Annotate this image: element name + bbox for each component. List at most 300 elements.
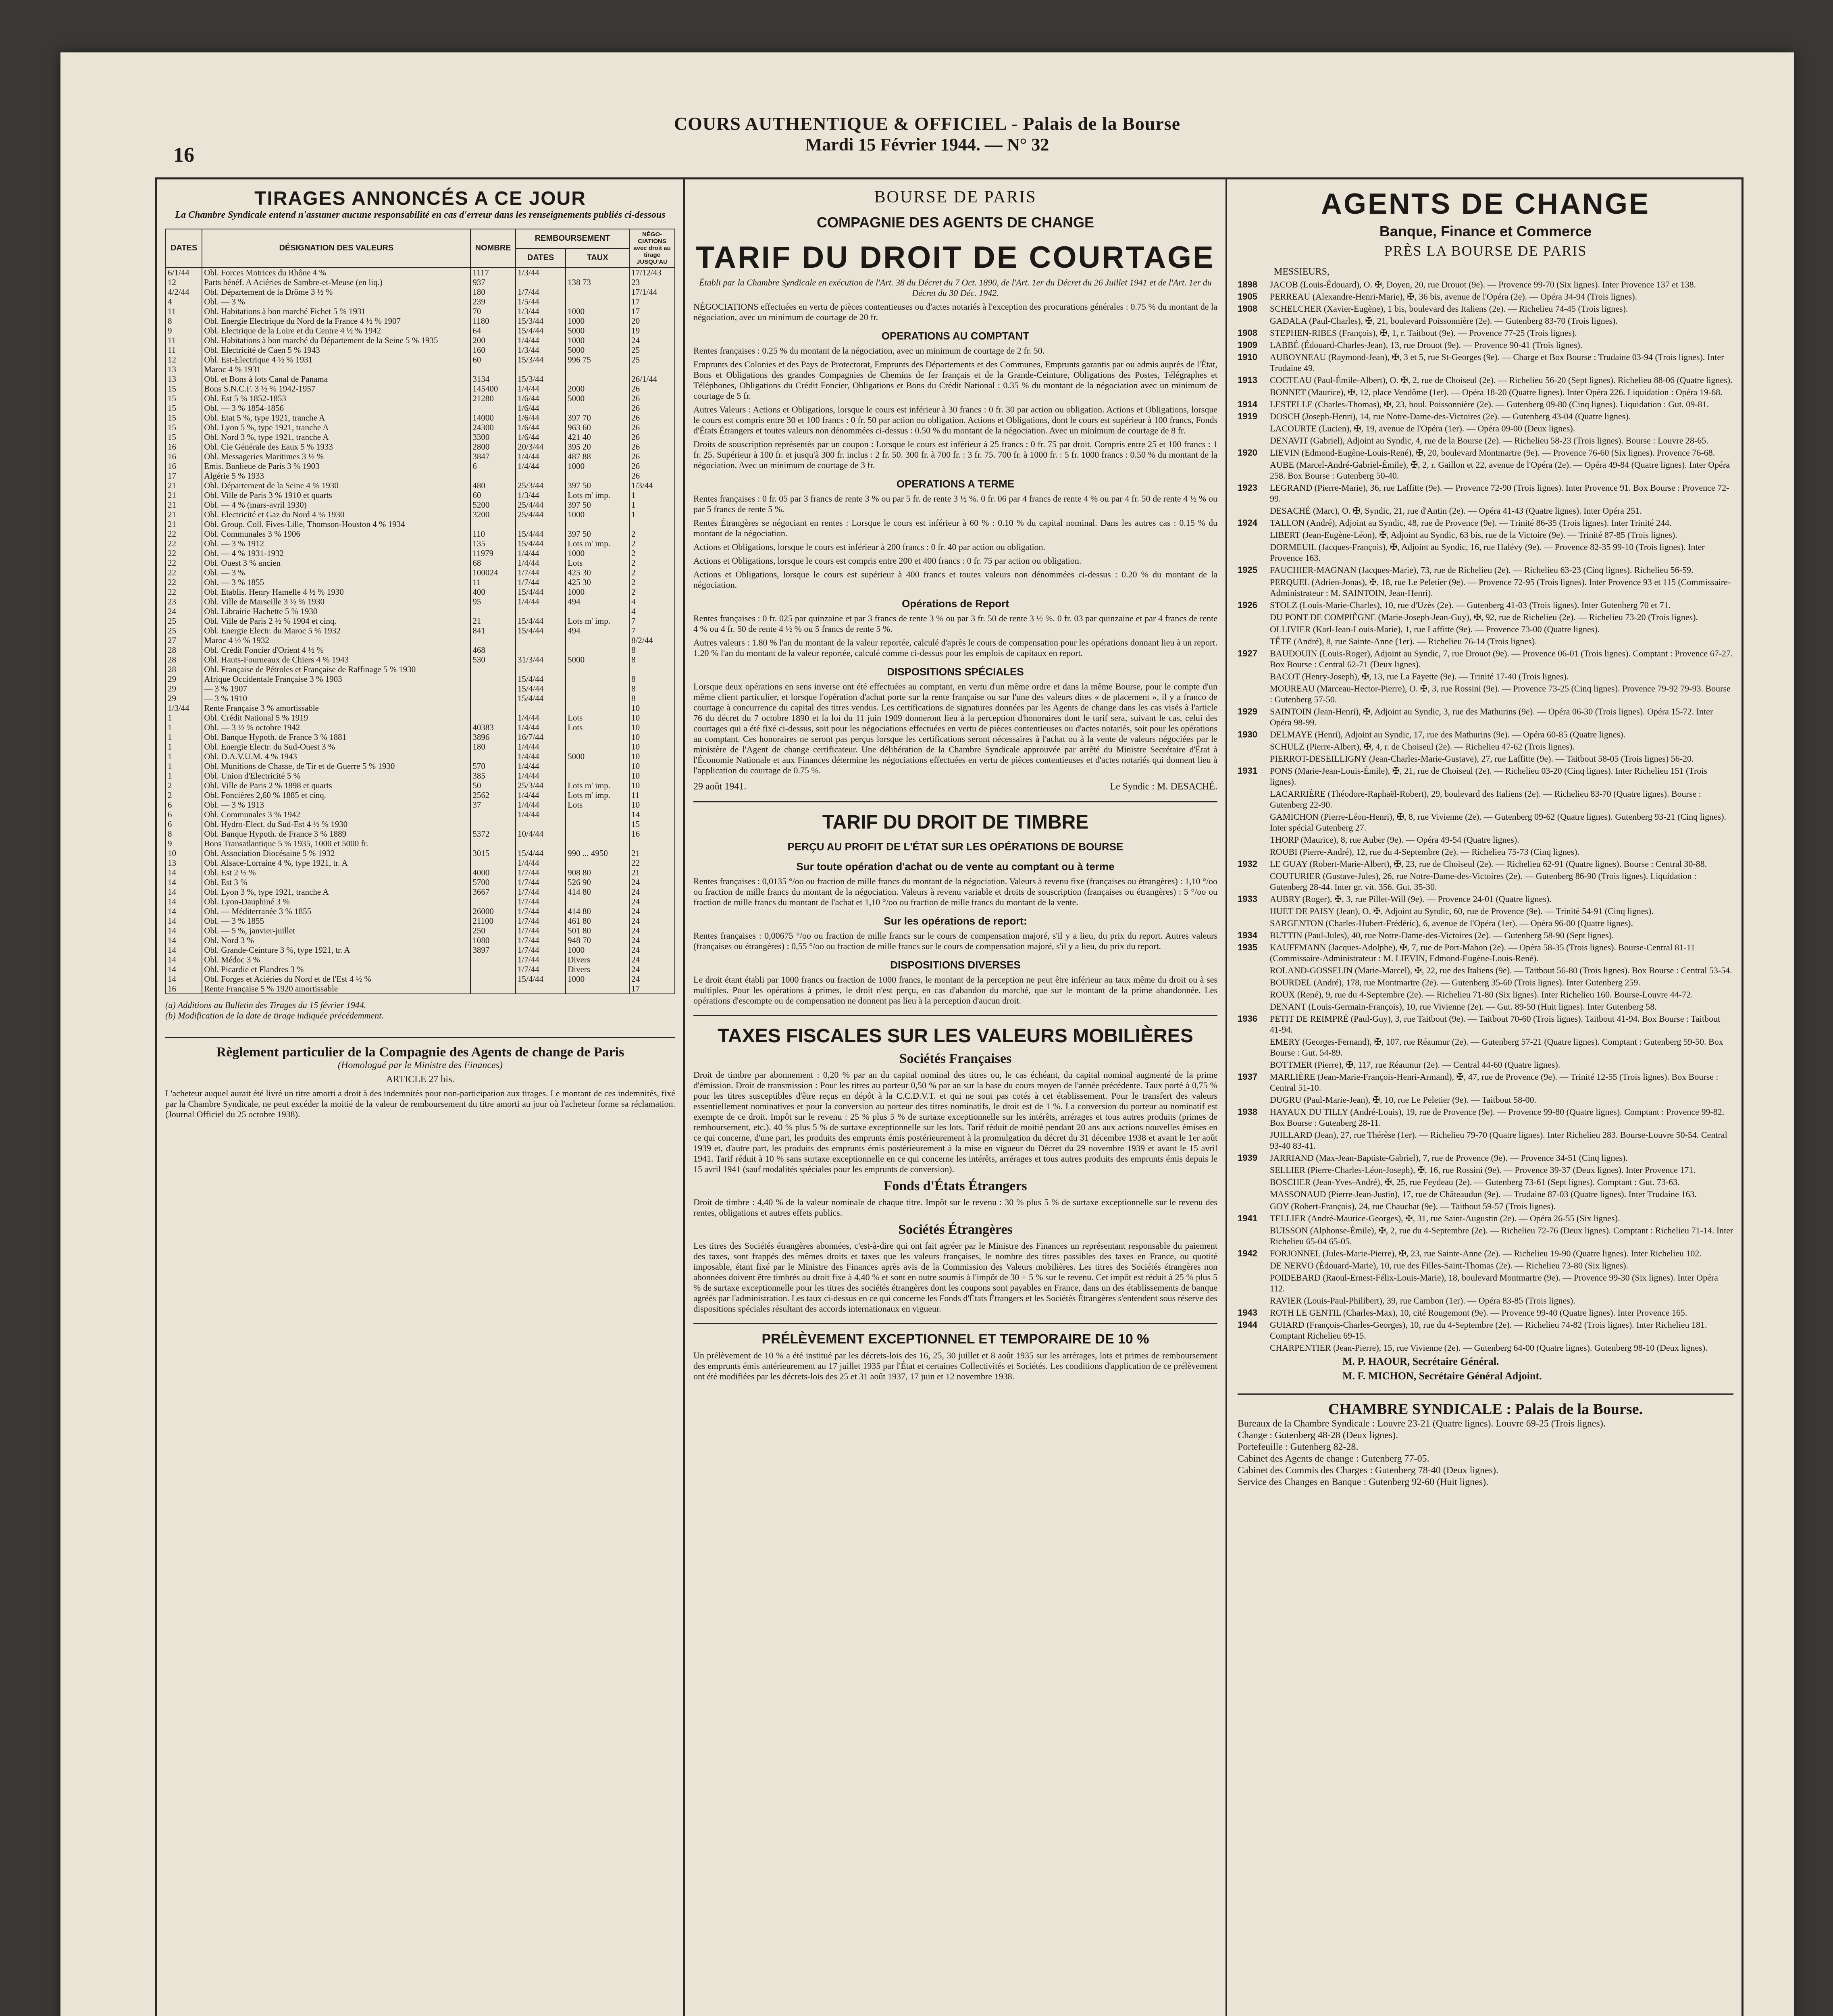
cell-rb-taux: 1000 bbox=[566, 587, 629, 597]
table-row bbox=[166, 858, 675, 868]
cell-nombre: 160 bbox=[470, 345, 516, 355]
courtage-established: Établi par la Chambre Syndicale en exécution de l'Art. 38 du Décret du 7 Oct. 1890, de l'Art. 1er du Décret du 26 Juillet 1941 et de l'Art. 1er du Décret du 30 Déc. 1942. bbox=[699, 277, 1212, 298]
cell-designation: Obl. — 4 % (mars-avril 1930) bbox=[202, 500, 470, 510]
cell-nombre bbox=[470, 519, 516, 529]
cell-negociation: 10 bbox=[629, 703, 675, 713]
cell-date: 25 bbox=[166, 626, 202, 635]
agent-entry: PONS (Marie-Jean-Louis-Émile), ✠, 21, rue de Choiseul (2e). — Richelieu 03-20 (Cinq lignes). Inter Richelieu 151 (Trois lignes). bbox=[1270, 766, 1708, 787]
cell-rb-date: 1/6/44 bbox=[516, 394, 566, 403]
note-a: (a) Additions au Bulletin des Tirages du 15 février 1944. bbox=[165, 1000, 366, 1010]
agent-entry: HAYAUX DU TILLY (André-Louis), 19, rue de Provence (9e). — Provence 99-80 (Quatre lignes). Comptant : Provence 99-82. Box Bourse : Gutenberg 28-11. bbox=[1270, 1107, 1725, 1128]
column-tarifs bbox=[693, 187, 1217, 2016]
taxes-etat-text: Droit de timbre : 4,40 % de la valeur nominale de chaque titre. Impôt sur le revenu : 30 % plus 5 % de surtaxe exceptionnelle sur le revenu des rentes, obligations et autres effets publics. bbox=[693, 1197, 1217, 1218]
cell-rb-taux bbox=[566, 471, 629, 481]
cell-rb-date: 1/4/44 bbox=[516, 713, 566, 723]
cell-date: 1 bbox=[166, 723, 202, 732]
agent-entry: TELLIER (André-Maurice-Georges), ✠, 31, rue Saint-Augustin (2e). — Opéra 26-55 (Six lignes). bbox=[1270, 1213, 1620, 1223]
agent-year bbox=[1238, 906, 1270, 916]
cell-rb-taux: 5000 bbox=[566, 394, 629, 403]
cell-negociation: 1 bbox=[629, 500, 675, 510]
cell-rb-date: 1/3/44 bbox=[516, 345, 566, 355]
cell-nombre: 250 bbox=[470, 926, 516, 935]
list-item bbox=[1238, 423, 1733, 434]
cell-rb-taux bbox=[566, 684, 629, 694]
cell-negociation: 26 bbox=[629, 423, 675, 432]
cell-nombre: 11979 bbox=[470, 548, 516, 558]
list-item bbox=[1238, 541, 1733, 563]
cell-nombre bbox=[470, 364, 516, 374]
cell-rb-date: 15/4/44 bbox=[516, 626, 566, 635]
cell-rb-taux: 461 80 bbox=[566, 916, 629, 926]
cell-rb-taux: Lots m' imp. bbox=[566, 790, 629, 800]
prelevement-text: Un prélèvement de 10 % a été institué par les décrets-lois des 16, 25, 30 juillet et 8 août 1935 sur les arrérages, lots et primes de remboursement des emprunts émis antérieurement au 17 juillet 1935 par l'État et certaines Collectivités et Sociétés. Les conditions d'application de ce prélèvement ont été modifiées par les décrets-lois des 25 et 31 août 1937, 17 juin et 12 novembre 1938. bbox=[693, 1350, 1217, 1381]
section-rule bbox=[693, 801, 1217, 802]
comptant-para: Autres Valeurs : Actions et Obligations, lorsque le cours est inférieur à 30 francs : 0 fr. 30 par action ou obligation. Actions et Obligations, lorsque le cours est compris entre 30 et 100 francs : 0 fr. 50 par action ou obligation. Actions et Obligations, dont le cours est supérieur à 100 francs, Fonds d'États Étrangers et toutes valeurs non dénommées ci-dessus : 0.50 % du montant de la négociation. Avec un minimum de courtage de 8 fr. bbox=[693, 404, 1217, 435]
cell-negociation: 26 bbox=[629, 384, 675, 394]
cell-nombre: 180 bbox=[470, 287, 516, 297]
signature-date: 29 août 1941. bbox=[693, 781, 747, 792]
cell-rb-taux: Lots m' imp. bbox=[566, 781, 629, 790]
newspaper-page bbox=[60, 52, 1794, 2016]
cell-rb-date: 1/4/44 bbox=[516, 752, 566, 761]
cell-negociation: 26 bbox=[629, 461, 675, 471]
list-item bbox=[1238, 811, 1733, 833]
agent-year: 1929 bbox=[1238, 706, 1257, 716]
table-row bbox=[166, 539, 675, 548]
courtage-title: TARIF DU DROIT DE COURTAGE bbox=[696, 240, 1215, 275]
cell-rb-date: 1/5/44 bbox=[516, 297, 566, 306]
agent-year bbox=[1238, 387, 1270, 398]
agent-year bbox=[1238, 788, 1270, 810]
cell-date: 15 bbox=[166, 413, 202, 423]
cell-nombre: 3847 bbox=[470, 452, 516, 461]
cell-nombre: 145400 bbox=[470, 384, 516, 394]
list-item bbox=[1238, 327, 1733, 338]
agent-entry: JARRIAND (Max-Jean-Baptiste-Gabriel), 7, rue de Provence (9e). — Provence 34-51 (Cinq lignes). bbox=[1270, 1153, 1628, 1163]
cell-date: 22 bbox=[166, 529, 202, 539]
cell-negociation: 26 bbox=[629, 452, 675, 461]
cell-rb-taux: 963 60 bbox=[566, 423, 629, 432]
prelevement-title: PRÉLÈVEMENT EXCEPTIONNEL ET TEMPORAIRE DE 10 % bbox=[761, 1331, 1149, 1347]
table-row bbox=[166, 345, 675, 355]
cell-rb-taux: Lots bbox=[566, 800, 629, 810]
cell-designation: Obl. Ville de Marseille 3 ½ % 1930 bbox=[202, 597, 470, 606]
cell-designation: Obl. Communales 3 % 1942 bbox=[202, 810, 470, 819]
cell-date: 13 bbox=[166, 374, 202, 384]
cell-date: 13 bbox=[166, 364, 202, 374]
speciales-text: Lorsque deux opérations en sens inverse ont été effectuées au comptant, en vertu d'un même ordre et dans la même Bourse, pour le compte d'un même client particulier, et lorsque l'opération d'achat porte sur la rente française ou sur l'une des valeurs dites « de placement », il y a franco de courtage à concurrence du capital des titres vendus. Les certifications de signatures données par les Agents de change dans les cas visés à l'article 76 du décret du 7 octobre 1890 et la loi du 11 juin 1909 donneront lieu à la perception d'honoraires dont le tarif sera, suivant le cas, celui des courtages qui a été fixé ci-dessus, soit pour les négociations effectuées en vertu de pièces contentieuses ou d'actes notariés, soit pour les opérations au comptant. Ces honoraires ne seront pas perçus lorsque les certifications seront nécessaires à l'achat ou à la vente de valeurs négociées par le ministère de l'Agent de change certificateur. Une délibération de la Chambre Syndicale approuvée par arrêté du Ministre Secrétaire d'État à l'Économie Nationale et aux Finances détermine les négociations effectuées en vertu de pièces contentieuses et d'actes notariés qui donnent lieu à l'application du courtage de 0.75 %. bbox=[693, 681, 1217, 775]
cell-nombre: 40383 bbox=[470, 723, 516, 732]
agent-year: 1920 bbox=[1238, 448, 1257, 458]
cell-rb-date: 15/4/44 bbox=[516, 684, 566, 694]
cell-rb-taux bbox=[566, 810, 629, 819]
comptant-para: Droits de souscription représentés par un coupon : Lorsque le cours est inférieur à 25 francs : 0 fr. 75 par droit. Compris entre 25 et 100 francs : 1 fr. 25. Supérieur à 100 fr. et jusqu'à 300 fr. inclus : 2 fr. 50. 300 fr. à 700 fr. : 3 fr. 75. 700 fr. à 1000 fr. : 5 fr. 1000 francs : 0.50 % du montant de la négociation. Avec un minimum de courtage de 3 fr. bbox=[693, 439, 1217, 470]
list-item bbox=[1238, 1225, 1733, 1247]
table-row bbox=[166, 964, 675, 974]
tirages-notes bbox=[165, 1000, 675, 1021]
cell-designation: Obl. Ville de Paris 2 % 1898 et quarts bbox=[202, 781, 470, 790]
cell-designation: Obl. Energie Electr. du Maroc 5 % 1932 bbox=[202, 626, 470, 635]
cell-date: 22 bbox=[166, 558, 202, 568]
cell-rb-taux bbox=[566, 674, 629, 684]
column-tirages bbox=[165, 187, 675, 2016]
cell-date: 14 bbox=[166, 935, 202, 945]
tirages-rows bbox=[166, 267, 675, 994]
agent-entry: PETIT DE REIMPRÉ (Paul-Guy), 3, rue Taitbout (9e). — Taitbout 70-60 (Trois lignes). Taitbout 41-94. Box Bourse : Taitbout 41-94. bbox=[1270, 1014, 1721, 1035]
list-item bbox=[1238, 1295, 1733, 1306]
cell-rb-taux bbox=[566, 287, 629, 297]
cell-rb-taux: 948 70 bbox=[566, 935, 629, 945]
tirages-subtitle: La Chambre Syndicale entend n'assumer aucune responsabilité en cas d'erreur dans les renseignements publiés ci-dessous bbox=[175, 210, 666, 220]
cell-date: 21 bbox=[166, 500, 202, 510]
agent-year bbox=[1238, 1036, 1270, 1058]
cell-date: 21 bbox=[166, 490, 202, 500]
agent-year bbox=[1238, 577, 1270, 598]
cell-negociation: 1 bbox=[629, 490, 675, 500]
agent-year bbox=[1238, 315, 1270, 326]
cell-negociation bbox=[629, 664, 675, 674]
agent-year bbox=[1238, 1295, 1270, 1306]
cell-negociation: 7 bbox=[629, 616, 675, 626]
list-item bbox=[1238, 577, 1733, 598]
table-row bbox=[166, 684, 675, 694]
list-item bbox=[1238, 375, 1733, 385]
cell-designation: Obl. Foncières 2,60 % 1885 et cinq. bbox=[202, 790, 470, 800]
cell-designation: Obl. — Méditerranée 3 % 1855 bbox=[202, 906, 470, 916]
cell-designation: Obl. — 3 % 1855 bbox=[202, 916, 470, 926]
agent-entry: LABBÉ (Édouard-Charles-Jean), 13, rue Drouot (9e). — Provence 90-41 (Trois lignes). bbox=[1270, 340, 1583, 350]
cell-rb-date: 1/7/44 bbox=[516, 897, 566, 906]
cell-nombre: 3897 bbox=[470, 945, 516, 955]
agent-year bbox=[1238, 459, 1270, 481]
chambre-line: Cabinet des Agents de change : Gutenberg 77-05. bbox=[1238, 1454, 1429, 1464]
cell-rb-taux: 421 40 bbox=[566, 432, 629, 442]
cell-rb-date: 15/4/44 bbox=[516, 694, 566, 703]
cell-negociation: 24 bbox=[629, 945, 675, 955]
list-item bbox=[1238, 303, 1733, 314]
cell-nombre: 5372 bbox=[470, 829, 516, 839]
agent-year bbox=[1238, 1164, 1270, 1175]
agent-year bbox=[1238, 741, 1270, 752]
agent-entry: PERQUEL (Adrien-Jonas), ✠, 18, rue Le Peletier (9e). — Provence 72-95 (Trois lignes). Inter Provence 93 et 115 (Commissaire-Administrateur : M. SAINTOIN, Jean-Henri). bbox=[1270, 577, 1731, 598]
table-row bbox=[166, 877, 675, 887]
table-row bbox=[166, 500, 675, 510]
agent-entry: ROUX (René), 9, rue du 4-Septembre (2e). — Richelieu 71-80 (Six lignes). Inter Richelieu 160. Bourse-Louvre 44-72. bbox=[1270, 989, 1693, 1000]
cell-date: 12 bbox=[166, 277, 202, 287]
cell-date: 21 bbox=[166, 519, 202, 529]
cell-negociation: 24 bbox=[629, 887, 675, 897]
list-item bbox=[1238, 671, 1733, 682]
cell-rb-date: 1/4/44 bbox=[516, 800, 566, 810]
table-row bbox=[166, 752, 675, 761]
cell-nombre: 200 bbox=[470, 335, 516, 345]
cell-rb-taux: 1000 bbox=[566, 461, 629, 471]
list-item bbox=[1238, 1071, 1733, 1093]
agent-year bbox=[1238, 529, 1270, 540]
cell-negociation: 26 bbox=[629, 432, 675, 442]
cell-designation: Obl. Alsace-Lorraine 4 %, type 1921, tr. A bbox=[202, 858, 470, 868]
table-row bbox=[166, 906, 675, 916]
list-item bbox=[1238, 683, 1733, 705]
agent-year bbox=[1238, 624, 1270, 635]
agent-entry: JUILLARD (Jean), 27, rue Thérèse (1er). — Richelieu 79-70 (Quatre lignes). Inter Richelieu 283. Bourse-Louvre 50-54. Central 93-40 83-41. bbox=[1270, 1130, 1727, 1151]
cell-date: 1 bbox=[166, 713, 202, 723]
reglement-text: L'acheteur auquel aurait été livré un titre amorti a droit à des indemnités pour non-participation aux tirages. Le montant de ces indemnités, fixé par la Chambre Syndicale, ne peut excéder la moitié de la valeur de remboursement du titre amorti au jour où l'acheteur forme sa réclamation. (Journal Officiel du 25 octobre 1938). bbox=[165, 1088, 675, 1119]
cell-negociation: 24 bbox=[629, 916, 675, 926]
cell-rb-taux: Divers bbox=[566, 955, 629, 964]
cell-date: 15 bbox=[166, 394, 202, 403]
cell-rb-taux: Lots bbox=[566, 558, 629, 568]
list-item bbox=[1238, 447, 1733, 458]
agent-year bbox=[1238, 965, 1270, 976]
cell-negociation: 20 bbox=[629, 316, 675, 326]
cell-date: 1 bbox=[166, 761, 202, 771]
agent-year bbox=[1238, 435, 1270, 446]
cell-rb-date: 1/4/44 bbox=[516, 384, 566, 394]
cell-rb-taux: 425 30 bbox=[566, 568, 629, 577]
cell-rb-taux: Lots bbox=[566, 723, 629, 732]
cell-rb-taux: 5000 bbox=[566, 752, 629, 761]
cell-negociation: 10 bbox=[629, 761, 675, 771]
cell-rb-date: 1/7/44 bbox=[516, 926, 566, 935]
table-row bbox=[166, 732, 675, 742]
list-item bbox=[1238, 435, 1733, 446]
cell-rb-taux bbox=[566, 858, 629, 868]
agents-title: AGENTS DE CHANGE bbox=[1321, 188, 1650, 220]
agent-entry: BACOT (Henry-Joseph), ✠, 13, rue La Fayette (9e). — Trinité 17-40 (Trois lignes). bbox=[1270, 671, 1569, 681]
cell-rb-date: 25/3/44 bbox=[516, 781, 566, 790]
cell-rb-date: 15/4/44 bbox=[516, 674, 566, 684]
cell-nombre bbox=[470, 839, 516, 848]
cell-rb-date: 15/4/44 bbox=[516, 529, 566, 539]
tirages-table bbox=[165, 229, 675, 994]
cell-negociation: 2 bbox=[629, 568, 675, 577]
cell-designation: Maroc 4 ½ % 1932 bbox=[202, 635, 470, 645]
table-row bbox=[166, 655, 675, 664]
cell-date: 8 bbox=[166, 316, 202, 326]
table-row bbox=[166, 442, 675, 452]
cell-negociation: 26 bbox=[629, 442, 675, 452]
cell-date: 15 bbox=[166, 423, 202, 432]
list-item bbox=[1238, 1129, 1733, 1151]
list-item bbox=[1238, 482, 1733, 504]
cell-rb-date: 15/4/44 bbox=[516, 539, 566, 548]
courtage-negociations: NÉGOCIATIONS effectuées en vertu de pièces contentieuses ou d'actes notariés à l'exception des procurations générales : 0.75 % du montant de la négociation, avec un minimum de courtage de 20 fr. bbox=[693, 302, 1217, 322]
report-para: Rentes françaises : 0 fr. 025 par quinzaine et par 3 francs de rente 3 % ou par 3 fr. 50 de rente 3 ½ %. 0 fr. 03 par quinzaine et par 4 francs de rente 4 % ou 4 fr. 50 de rente 4 ½ % ou 5 francs de rente 5 %. bbox=[693, 613, 1217, 634]
cell-designation: Obl. Munitions de Chasse, de Tir et de Guerre 5 % 1930 bbox=[202, 761, 470, 771]
agent-entry: FORJONNEL (Jules-Marie-Pierre), ✠, 23, rue Sainte-Anne (2e). — Richelieu 19-90 (Quatre lignes). Inter Richelieu 102. bbox=[1270, 1248, 1702, 1258]
list-item bbox=[1238, 1152, 1733, 1163]
agent-year: 1942 bbox=[1238, 1248, 1257, 1258]
cell-rb-date: 10/4/44 bbox=[516, 829, 566, 839]
agent-entry: MOUREAU (Marceau-Hector-Pierre), O. ✠, 3, rue Rossini (9e). — Provence 73-25 (Cinq lignes). Provence 79-92 79-93. Bourse : Gutenberg 57-50. bbox=[1270, 683, 1731, 704]
cell-designation: Obl. — 5 %, janvier-juillet bbox=[202, 926, 470, 935]
cell-nombre: 37 bbox=[470, 800, 516, 810]
cell-designation: Emis. Banlieue de Paris 3 % 1903 bbox=[202, 461, 470, 471]
table-row bbox=[166, 287, 675, 297]
table-row bbox=[166, 974, 675, 984]
cell-negociation: 19 bbox=[629, 326, 675, 335]
list-item bbox=[1238, 600, 1733, 610]
cell-designation: Obl. Electricité et Gaz du Nord 4 % 1930 bbox=[202, 510, 470, 519]
cell-date: 9 bbox=[166, 839, 202, 848]
cell-rb-date bbox=[516, 519, 566, 529]
list-item bbox=[1238, 1001, 1733, 1012]
list-item bbox=[1238, 871, 1733, 892]
agent-entry: STEPHEN-RIBES (François), ✠, 1, r. Taitbout (9e). — Provence 77-25 (Trois lignes). bbox=[1270, 328, 1577, 338]
cell-negociation: 21 bbox=[629, 868, 675, 877]
agent-entry: DENAVIT (Gabriel), Adjoint au Syndic, 4, rue de la Bourse (2e). — Richelieu 58-23 (Trois lignes). Bourse : Louvre 28-65. bbox=[1270, 435, 1708, 446]
cell-rb-taux bbox=[566, 403, 629, 413]
cell-nombre bbox=[470, 713, 516, 723]
agent-year: 1905 bbox=[1238, 292, 1257, 302]
timbre-p1: Rentes françaises : 0,0135 °/oo ou fraction de mille francs du montant de la négociation. Valeurs à revenu fixe (françaises ou étrangères) : 1,10 °/oo ou fraction de mille francs du montant de la négociation. Valeurs à revenu variable et droits de souscription (françaises ou étrangères) : 5 °/oo ou fraction de mille francs du montant de l'achat et 1,10 °/oo ou fraction de mille francs du montant de la vente. bbox=[693, 876, 1217, 907]
column-divider bbox=[1225, 179, 1227, 2016]
cell-designation: Obl. — 3 % 1912 bbox=[202, 539, 470, 548]
cell-rb-taux: 397 50 bbox=[566, 529, 629, 539]
cell-rb-date: 1/4/44 bbox=[516, 558, 566, 568]
table-row bbox=[166, 926, 675, 935]
list-item bbox=[1238, 1013, 1733, 1035]
cell-negociation: 2 bbox=[629, 587, 675, 597]
cell-date: 12 bbox=[166, 355, 202, 364]
col-nombre: NOMBRE bbox=[470, 229, 516, 267]
cell-negociation: 26 bbox=[629, 403, 675, 413]
cell-rb-taux: 1000 bbox=[566, 510, 629, 519]
cell-rb-date bbox=[516, 277, 566, 287]
list-item bbox=[1238, 930, 1733, 941]
cell-rb-date bbox=[516, 984, 566, 994]
agent-entry: LIBERT (Jean-Eugène-Léon), ✠, Adjoint au Syndic, 63 bis, rue de la Victoire (9e). — Trinité 87-85 (Trois lignes). bbox=[1270, 530, 1677, 540]
cell-negociation: 8/2/44 bbox=[629, 635, 675, 645]
table-row bbox=[166, 306, 675, 316]
cell-date: 16 bbox=[166, 461, 202, 471]
agent-entry: OLLIVIER (Karl-Jean-Louis-Marie), 1, rue Laffitte (9e). — Provence 73-00 (Quatre lignes). bbox=[1270, 624, 1600, 634]
agent-entry: EMERY (Georges-Fernand), ✠, 107, rue Réaumur (2e). — Gutenberg 57-21 (Quatre lignes). Comptant : Gutenberg 59-50. Box Bourse : Gut. 54-89. bbox=[1270, 1037, 1723, 1058]
cell-negociation: 8 bbox=[629, 645, 675, 655]
publication-title: COURS AUTHENTIQUE & OFFICIEL - Palais de la Bourse bbox=[674, 113, 1181, 134]
cell-rb-taux: 494 bbox=[566, 626, 629, 635]
agent-entry: LE GUAY (Robert-Marie-Albert), ✠, 23, rue de Choiseul (2e). — Richelieu 62-91 (Quatre lignes). Bourse : Central 30-88. bbox=[1270, 859, 1707, 869]
cell-designation: Obl. Crédit National 5 % 1919 bbox=[202, 713, 470, 723]
cell-nombre: 2800 bbox=[470, 442, 516, 452]
cell-date: 11 bbox=[166, 335, 202, 345]
agent-year: 1939 bbox=[1238, 1153, 1257, 1163]
col-remboursement: REMBOURSEMENT bbox=[516, 229, 629, 248]
chambre-line: Change : Gutenberg 48-28 (Deux lignes). bbox=[1238, 1430, 1398, 1441]
cell-negociation: 4 bbox=[629, 606, 675, 616]
cell-date: 14 bbox=[166, 868, 202, 877]
list-item bbox=[1238, 352, 1733, 373]
cell-rb-date: 20/3/44 bbox=[516, 442, 566, 452]
timbre-s2: Sur les opérations de report: bbox=[884, 915, 1027, 927]
timbre-title: TARIF DU DROIT DE TIMBRE bbox=[822, 812, 1089, 833]
courtage-signature bbox=[693, 781, 1217, 792]
agent-entry: SAINTOIN (Jean-Henri), ✠, Adjoint au Syndic, 3, rue des Mathurins (9e). — Opéra 06-30 (Trois lignes). Opéra 15-72. Inter Opéra 98-99. bbox=[1270, 706, 1713, 727]
cell-designation: Obl. Grande-Ceinture 3 %, type 1921, tr. A bbox=[202, 945, 470, 955]
cell-negociation: 10 bbox=[629, 752, 675, 761]
agent-year bbox=[1238, 846, 1270, 857]
cell-nombre: 3015 bbox=[470, 848, 516, 858]
cell-rb-date bbox=[516, 606, 566, 616]
cell-nombre: 1117 bbox=[470, 267, 516, 277]
cell-date: 10 bbox=[166, 848, 202, 858]
agent-entry: DELMAYE (Henri), Adjoint au Syndic, 17, rue des Mathurins (9e). — Opéra 60-85 (Quatre lignes). bbox=[1270, 729, 1626, 739]
table-row bbox=[166, 626, 675, 635]
cell-nombre: 70 bbox=[470, 306, 516, 316]
agent-entry: TÊTE (André), 8, rue Sainte-Anne (1er). — Richelieu 76-14 (Trois lignes). bbox=[1270, 636, 1537, 646]
terme-para: Actions et Obligations, lorsque le cours est inférieur à 200 francs : 0 fr. 40 par action ou obligation. bbox=[693, 542, 1046, 552]
cell-rb-date: 15/4/44 bbox=[516, 848, 566, 858]
cell-rb-date: 1/7/44 bbox=[516, 935, 566, 945]
cell-nombre: 60 bbox=[470, 355, 516, 364]
cell-rb-date: 15/4/44 bbox=[516, 587, 566, 597]
cell-negociation bbox=[629, 364, 675, 374]
list-item bbox=[1238, 1106, 1733, 1128]
agent-entry: KAUFFMANN (Jacques-Adolphe), ✠, 7, rue de Port-Mahon (2e). — Opéra 58-35 (Trois lignes). Bourse-Central 81-11 (Commissaire-Administrateur : M. LIEVIN, Edmond-Eugène-Louis-René). bbox=[1270, 942, 1695, 963]
list-item bbox=[1238, 1272, 1733, 1294]
cell-negociation: 21 bbox=[629, 848, 675, 858]
cell-date: 1/3/44 bbox=[166, 703, 202, 713]
page-header bbox=[60, 113, 1794, 155]
agent-entry: GOY (Robert-François), 24, rue Chauchat (9e). — Taitbout 59-57 (Trois lignes). bbox=[1270, 1201, 1556, 1211]
cell-nombre bbox=[470, 964, 516, 974]
cell-date: 6 bbox=[166, 810, 202, 819]
cell-designation: Obl. Picardie et Flandres 3 % bbox=[202, 964, 470, 974]
cell-designation: Obl. Ville de Paris 3 % 1910 et quarts bbox=[202, 490, 470, 500]
table-row bbox=[166, 364, 675, 374]
cell-rb-taux: 425 30 bbox=[566, 577, 629, 587]
cell-negociation: 8 bbox=[629, 684, 675, 694]
cell-designation: Obl. et Bons à lots Canal de Panama bbox=[202, 374, 470, 384]
cell-designation: Obl. Electricité de Caen 5 % 1943 bbox=[202, 345, 470, 355]
agent-entry: LACARRIÈRE (Théodore-Raphaël-Robert), 29, boulevard des Italiens (2e). — Richelieu 83-70 (Quatre lignes). Bourse : Gutenberg 22-90. bbox=[1270, 789, 1701, 810]
list-item bbox=[1238, 648, 1733, 670]
cell-designation: Afrique Occidentale Française 3 % 1903 bbox=[202, 674, 470, 684]
cell-designation: Obl. Forges et Aciéries du Nord et de l'Est 4 ½ % bbox=[202, 974, 470, 984]
agents-subtitle: Banque, Finance et Commerce bbox=[1379, 223, 1592, 240]
agent-entry: AUBE (Marcel-André-Gabriel-Émile), ✠, 2, r. Gaillon et 22, avenue de l'Opéra (2e). — Opéra 49-84 (Quatre lignes). Inter Opéra 258. Box Bourse : Gutenberg 50-40. bbox=[1270, 460, 1730, 481]
cell-designation: Obl. D.A.V.U.M. 4 % 1943 bbox=[202, 752, 470, 761]
cell-nombre: 3200 bbox=[470, 510, 516, 519]
agent-year: 1924 bbox=[1238, 518, 1257, 528]
cell-negociation: 16 bbox=[629, 829, 675, 839]
agent-entry: SELLIER (Pierre-Charles-Léon-Joseph), ✠, 16, rue Rossini (9e). — Provence 39-37 (Deux lignes). Inter Provence 171. bbox=[1270, 1165, 1696, 1175]
agent-year bbox=[1238, 636, 1270, 647]
cell-rb-taux bbox=[566, 297, 629, 306]
cell-negociation: 17 bbox=[629, 984, 675, 994]
cell-rb-date bbox=[516, 703, 566, 713]
agent-entry: FAUCHIER-MAGNAN (Jacques-Marie), 73, rue de Richelieu (2e). — Richelieu 63-23 (Cinq lignes). Richelieu 56-59. bbox=[1270, 565, 1694, 575]
agents-list bbox=[1238, 279, 1733, 1353]
cell-designation: Obl. Etat 5 %, type 1921, tranche A bbox=[202, 413, 470, 423]
agent-year: 1930 bbox=[1238, 729, 1257, 739]
cell-rb-date: 1/7/44 bbox=[516, 945, 566, 955]
cell-rb-date: 1/7/44 bbox=[516, 964, 566, 974]
cell-nombre: 1080 bbox=[470, 935, 516, 945]
table-row bbox=[166, 277, 675, 287]
cell-negociation: 2 bbox=[629, 529, 675, 539]
cell-rb-taux: 1000 bbox=[566, 306, 629, 316]
table-row bbox=[166, 945, 675, 955]
cell-nombre bbox=[470, 471, 516, 481]
cell-date: 24 bbox=[166, 606, 202, 616]
cell-nombre: 239 bbox=[470, 297, 516, 306]
cell-designation: — 3 % 1907 bbox=[202, 684, 470, 694]
taxes-etr-title: Sociétés Étrangères bbox=[898, 1222, 1013, 1237]
cell-rb-taux bbox=[566, 703, 629, 713]
agent-year: 1937 bbox=[1238, 1072, 1257, 1082]
